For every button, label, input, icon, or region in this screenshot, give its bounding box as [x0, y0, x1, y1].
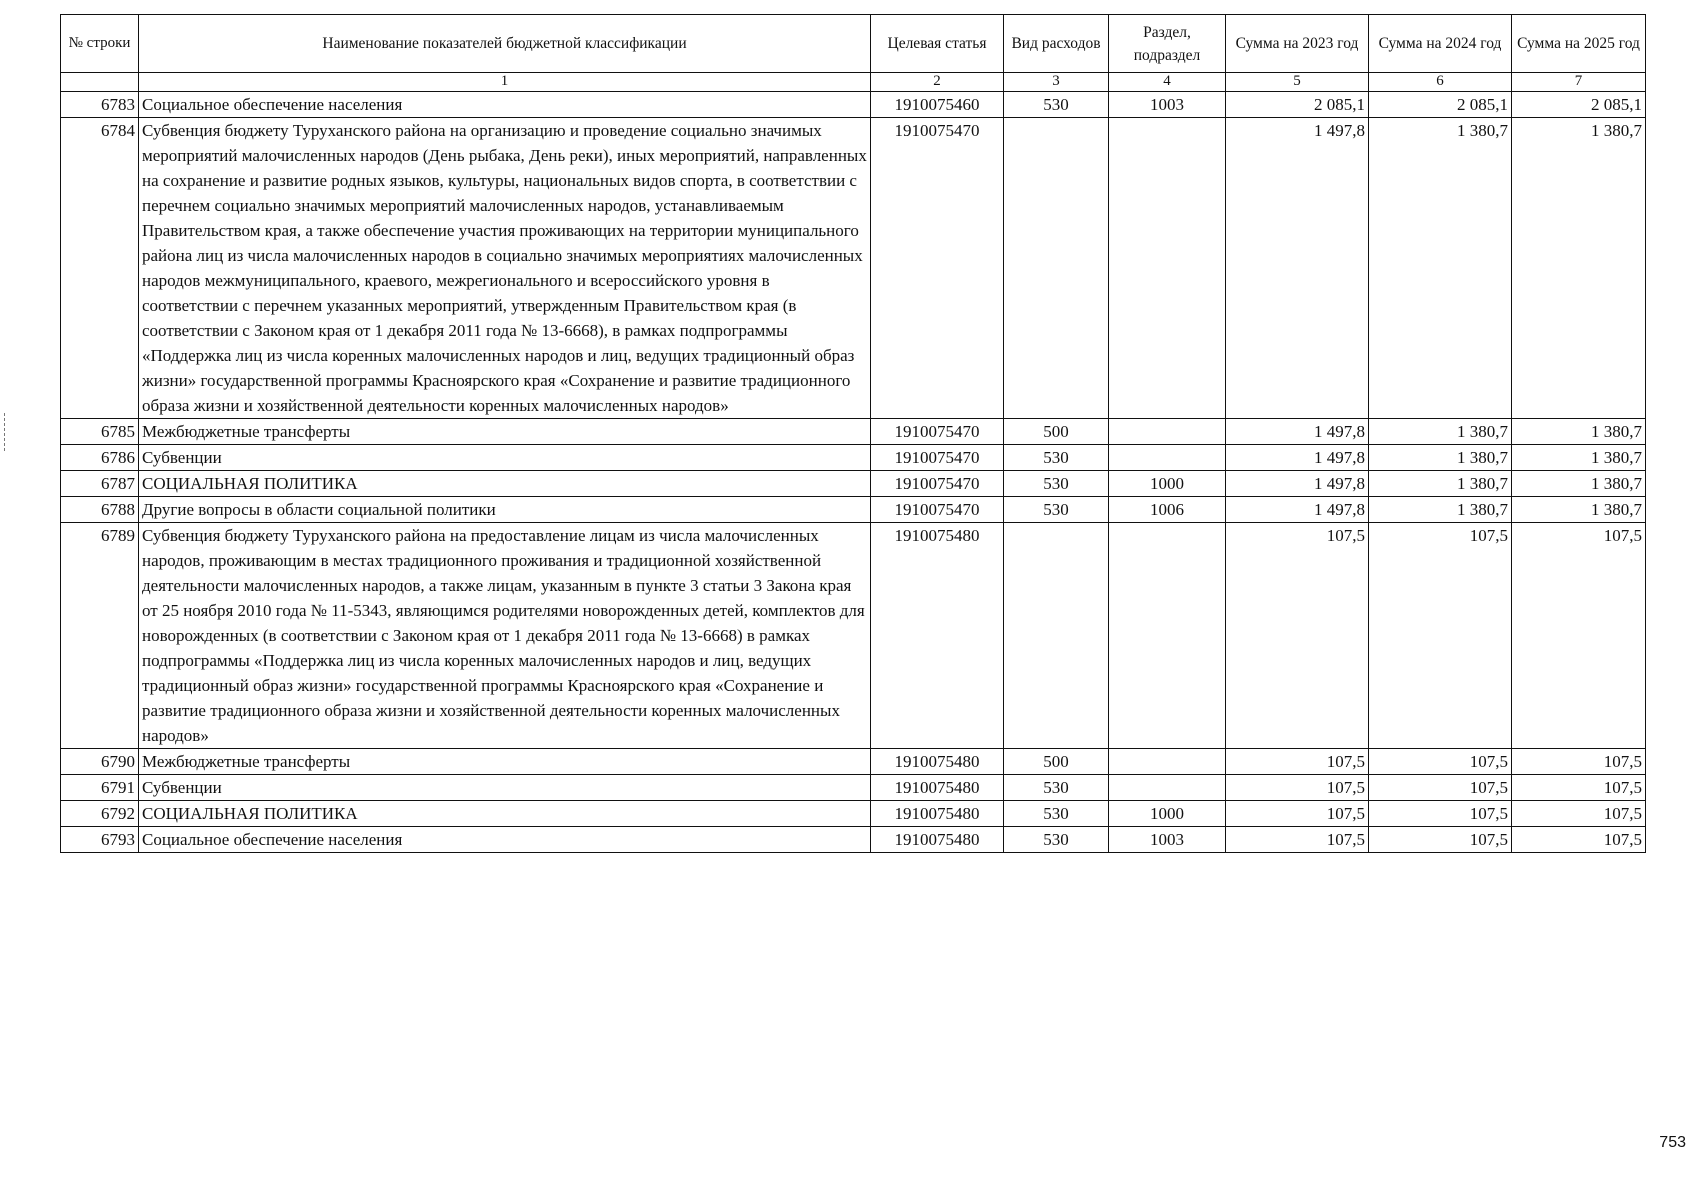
row-number: 6793	[61, 827, 139, 853]
header-target: Целевая статья	[871, 15, 1004, 73]
row-section	[1109, 419, 1226, 445]
row-name: Субвенция бюджету Туруханского района на организацию и проведение социально значимых мероприятий малочисленных народов (День рыбака, День реки), иных мероприятий, направленных на сохранение и развитие родных языков, культуры, национальных видов спорта, в соответствии с перечнем социально значимых мероприятий малочисленных народов, устанавливаемым Правительством края, а также обеспечение участия проживающих на территории муниципального района лиц из числа малочисленных народов в социально значимых мероприятиях малочисленных народов межмуниципального, краевого, межрегионального и всероссийского уровня в соответствии с перечнем указанных мероприятий, утвержденным Правительством края (в соответствии с Законом края от 1 декабря 2011 года № 13-6668), в рамках подпрограммы «Поддержка лиц из числа коренных малочисленных народов и лиц, ведущих традиционный образ жизни» государственной программы Красноярского края «Сохранение и развитие традиционного образа жизни и хозяйственной деятельности коренных малочисленных народов»	[139, 118, 871, 419]
row-sum-2024: 107,5	[1369, 523, 1512, 749]
row-sum-2023: 1 497,8	[1226, 445, 1369, 471]
row-target: 1910075470	[871, 118, 1004, 419]
row-sum-2024: 107,5	[1369, 801, 1512, 827]
row-sum-2025: 107,5	[1512, 749, 1646, 775]
table-row	[61, 92, 1646, 118]
row-expense-type: 530	[1004, 775, 1109, 801]
row-sum-2023: 1 497,8	[1226, 497, 1369, 523]
row-number: 6786	[61, 445, 139, 471]
column-index: 2	[871, 73, 1004, 92]
row-sum-2025: 1 380,7	[1512, 118, 1646, 419]
row-name: Субвенции	[139, 445, 871, 471]
column-index: 4	[1109, 73, 1226, 92]
row-section	[1109, 749, 1226, 775]
row-sum-2025: 107,5	[1512, 775, 1646, 801]
row-sum-2024: 1 380,7	[1369, 471, 1512, 497]
table-row	[61, 775, 1646, 801]
row-target: 1910075480	[871, 827, 1004, 853]
row-sum-2023: 2 085,1	[1226, 92, 1369, 118]
row-sum-2025: 2 085,1	[1512, 92, 1646, 118]
column-index: 1	[139, 73, 871, 92]
row-target: 1910075460	[871, 92, 1004, 118]
scan-edge-mark	[4, 413, 7, 451]
row-expense-type: 530	[1004, 471, 1109, 497]
column-index: 3	[1004, 73, 1109, 92]
row-target: 1910075470	[871, 497, 1004, 523]
row-section	[1109, 118, 1226, 419]
column-index: 5	[1226, 73, 1369, 92]
row-target: 1910075470	[871, 445, 1004, 471]
row-name: Межбюджетные трансферты	[139, 749, 871, 775]
row-name: Субвенции	[139, 775, 871, 801]
row-sum-2024: 1 380,7	[1369, 497, 1512, 523]
header-row-no: № строки	[61, 15, 139, 73]
table-row	[61, 523, 1646, 749]
row-sum-2023: 107,5	[1226, 523, 1369, 749]
row-expense-type	[1004, 523, 1109, 749]
row-sum-2023: 107,5	[1226, 749, 1369, 775]
row-sum-2023: 1 497,8	[1226, 118, 1369, 419]
row-name: Другие вопросы в области социальной политики	[139, 497, 871, 523]
row-section: 1000	[1109, 801, 1226, 827]
row-number: 6785	[61, 419, 139, 445]
page-number: 753	[1659, 1134, 1686, 1151]
row-expense-type	[1004, 118, 1109, 419]
header-sum-2023: Сумма на 2023 год	[1226, 15, 1369, 73]
row-expense-type: 530	[1004, 92, 1109, 118]
header-row	[61, 15, 1646, 73]
column-index-row	[61, 73, 1646, 92]
table-row	[61, 445, 1646, 471]
row-sum-2024: 2 085,1	[1369, 92, 1512, 118]
row-number: 6787	[61, 471, 139, 497]
row-expense-type: 530	[1004, 497, 1109, 523]
row-number: 6783	[61, 92, 139, 118]
table-row	[61, 118, 1646, 419]
row-section: 1000	[1109, 471, 1226, 497]
row-number: 6789	[61, 523, 139, 749]
table-row	[61, 497, 1646, 523]
row-section	[1109, 775, 1226, 801]
row-sum-2024: 107,5	[1369, 749, 1512, 775]
row-target: 1910075480	[871, 749, 1004, 775]
row-number: 6788	[61, 497, 139, 523]
row-sum-2025: 1 380,7	[1512, 419, 1646, 445]
row-target: 1910075480	[871, 523, 1004, 749]
row-sum-2024: 1 380,7	[1369, 419, 1512, 445]
row-name: Межбюджетные трансферты	[139, 419, 871, 445]
row-section: 1003	[1109, 827, 1226, 853]
column-index: 7	[1512, 73, 1646, 92]
row-expense-type: 500	[1004, 419, 1109, 445]
row-sum-2025: 107,5	[1512, 523, 1646, 749]
row-number: 6790	[61, 749, 139, 775]
row-name: Социальное обеспечение населения	[139, 827, 871, 853]
row-target: 1910075470	[871, 419, 1004, 445]
row-section: 1003	[1109, 92, 1226, 118]
row-section	[1109, 445, 1226, 471]
row-sum-2024: 107,5	[1369, 775, 1512, 801]
row-sum-2023: 107,5	[1226, 801, 1369, 827]
row-target: 1910075470	[871, 471, 1004, 497]
row-expense-type: 530	[1004, 445, 1109, 471]
row-name: Социальное обеспечение населения	[139, 92, 871, 118]
row-expense-type: 500	[1004, 749, 1109, 775]
row-name: СОЦИАЛЬНАЯ ПОЛИТИКА	[139, 471, 871, 497]
row-expense-type: 530	[1004, 801, 1109, 827]
row-sum-2023: 1 497,8	[1226, 471, 1369, 497]
row-expense-type: 530	[1004, 827, 1109, 853]
row-sum-2025: 1 380,7	[1512, 497, 1646, 523]
row-sum-2024: 1 380,7	[1369, 445, 1512, 471]
row-number: 6791	[61, 775, 139, 801]
row-number: 6784	[61, 118, 139, 419]
header-expense-type: Вид расходов	[1004, 15, 1109, 73]
row-sum-2024: 107,5	[1369, 827, 1512, 853]
header-sum-2024: Сумма на 2024 год	[1369, 15, 1512, 73]
table-row	[61, 827, 1646, 853]
table-row	[61, 471, 1646, 497]
table-row	[61, 801, 1646, 827]
row-sum-2023: 107,5	[1226, 775, 1369, 801]
row-sum-2023: 107,5	[1226, 827, 1369, 853]
row-sum-2025: 107,5	[1512, 801, 1646, 827]
row-sum-2025: 1 380,7	[1512, 445, 1646, 471]
row-sum-2025: 107,5	[1512, 827, 1646, 853]
header-name: Наименование показателей бюджетной классификации	[139, 15, 871, 73]
table-row	[61, 419, 1646, 445]
column-index	[61, 73, 139, 92]
header-sum-2025: Сумма на 2025 год	[1512, 15, 1646, 73]
row-target: 1910075480	[871, 775, 1004, 801]
row-number: 6792	[61, 801, 139, 827]
budget-table	[60, 14, 1646, 853]
row-sum-2025: 1 380,7	[1512, 471, 1646, 497]
row-sum-2024: 1 380,7	[1369, 118, 1512, 419]
row-name: Субвенция бюджету Туруханского района на предоставление лицам из числа малочисленных народов, проживающим в местах традиционного проживания и традиционной хозяйственной деятельности малочисленных народов, а также лицам, указанным в пункте 3 статьи 3 Закона края от 25 ноября 2010 года № 11-5343, являющимся родителями новорожденных детей, комплектов для новорожденных (в соответствии с Законом края от 1 декабря 2011 года № 13-6668) в рамках подпрограммы «Поддержка лиц из числа коренных малочисленных народов и лиц, ведущих традиционный образ жизни» государственной программы Красноярского края «Сохранение и развитие традиционного образа жизни и хозяйственной деятельности коренных малочисленных народов»	[139, 523, 871, 749]
row-section	[1109, 523, 1226, 749]
row-name: СОЦИАЛЬНАЯ ПОЛИТИКА	[139, 801, 871, 827]
header-section: Раздел, подраздел	[1109, 15, 1226, 73]
table-row	[61, 749, 1646, 775]
column-index: 6	[1369, 73, 1512, 92]
row-section: 1006	[1109, 497, 1226, 523]
row-target: 1910075480	[871, 801, 1004, 827]
row-sum-2023: 1 497,8	[1226, 419, 1369, 445]
